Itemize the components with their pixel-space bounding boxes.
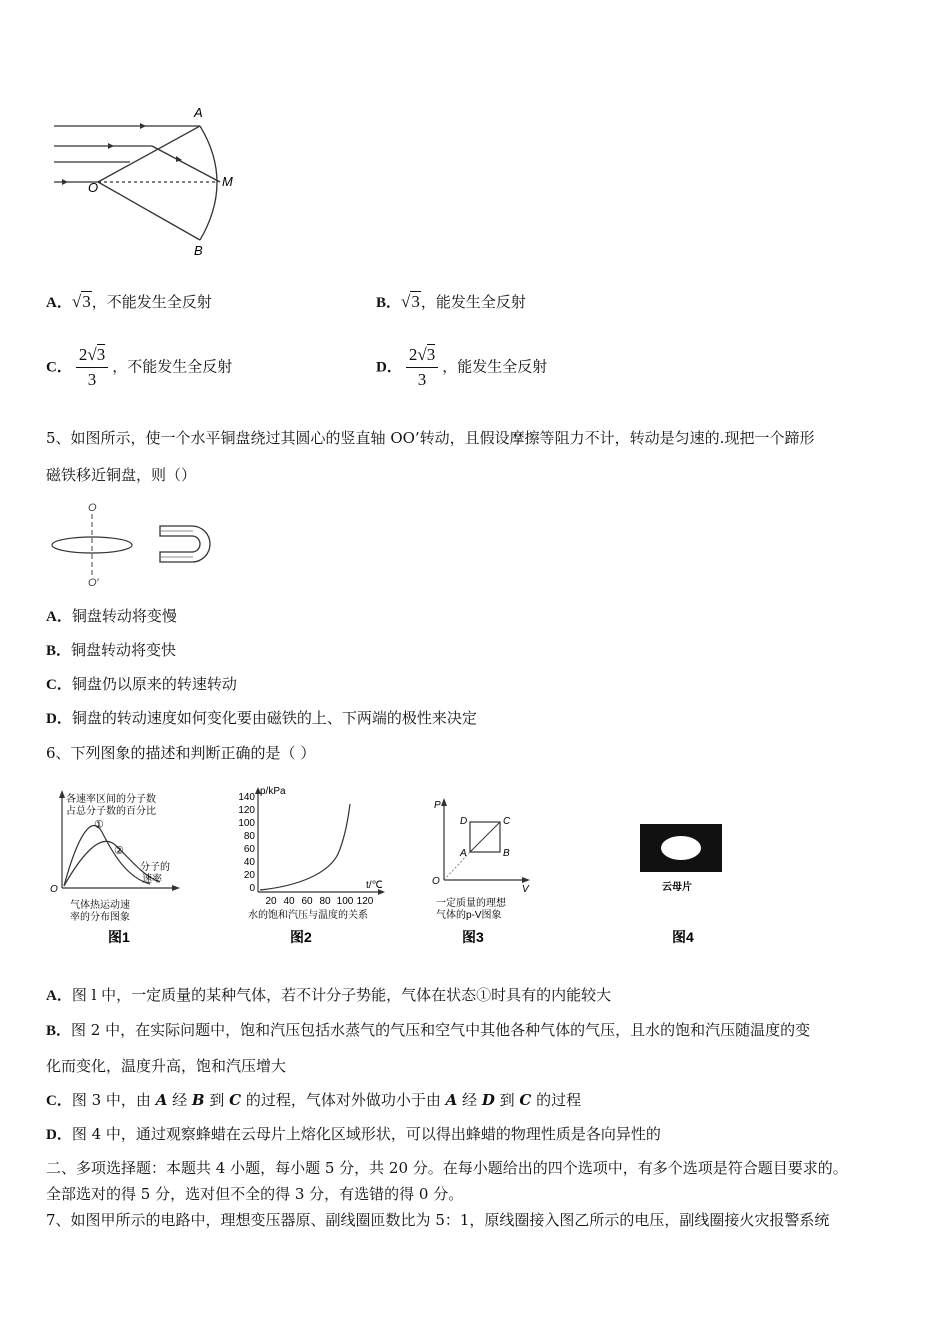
fig1-origin: O: [50, 884, 58, 895]
option-letter: C．: [46, 677, 72, 693]
q5-option-a[interactable]: [46, 606, 177, 627]
q5-option-b[interactable]: [46, 640, 176, 661]
fig1-xlabel-line1: 分子的: [140, 862, 170, 873]
fig3-ylabel: P: [434, 800, 441, 811]
option-text: 经: [457, 1091, 482, 1109]
option-letter: B．: [46, 643, 72, 659]
fig2-ytick: 40: [243, 857, 255, 868]
option-letter: C．: [46, 1093, 72, 1109]
option-letter: D．: [46, 711, 72, 727]
fig3-point-c: C: [503, 816, 511, 827]
section2-instructions-line1: 二、多项选择题：本题共 4 小题，每小题 5 分，共 20 分。在每小题给出的四个选项中，有多个选项是符合题目要求的。: [46, 1159, 848, 1177]
q4-option-b[interactable]: [376, 292, 526, 313]
fig2-ytick: 140: [238, 792, 255, 803]
fig2-ytick: 60: [243, 844, 255, 855]
option-letter: A．: [46, 609, 72, 625]
fig2-ytick: 100: [238, 818, 255, 829]
fig2-xtick: 120: [356, 896, 374, 907]
fig1-xlabel-line2: 速率: [142, 874, 162, 885]
q6-option-a[interactable]: [46, 985, 611, 1006]
option-text: ，能发生全反射: [420, 293, 526, 311]
q6-option-b[interactable]: [46, 1020, 810, 1041]
fig2-ytick: 20: [243, 870, 255, 881]
option-text: 的过程: [531, 1091, 582, 1109]
fig3-xlabel: V: [522, 884, 529, 895]
fig4-caption: 云母片: [662, 882, 692, 893]
fig2-xtick: 80: [319, 896, 331, 907]
option-text: 铜盘仍以原来的转速转动: [71, 675, 237, 693]
q5-stem-line2: 磁铁移近铜盘，则（）: [46, 466, 197, 484]
fig3-point-b: B: [503, 848, 510, 859]
fig2-ytick: 0: [249, 883, 255, 894]
q4-option-c[interactable]: [46, 345, 232, 390]
option-text: 的过程，气体对外做功小于由: [241, 1091, 446, 1109]
sqrt-expression: √3: [71, 292, 91, 311]
fig2-name: 图2: [290, 929, 312, 945]
fig1-curve2-label: ②: [114, 845, 124, 857]
axis-label-o-prime: O′: [88, 577, 99, 588]
fig2-xtick: 20: [265, 896, 277, 907]
fig2-ylabel: p/kPa: [260, 786, 286, 797]
fig1-title-line2: 占总分子数的百分比: [66, 806, 156, 817]
option-text: 图 l 中，一定质量的某种气体，若不计分子势能，气体在状态①时具有的内能较大: [71, 986, 612, 1004]
option-letter: D．: [376, 359, 402, 376]
q6-option-b-cont: 化而变化，温度升高，饱和汽压增大: [46, 1057, 287, 1075]
fig2-ytick: 120: [238, 805, 255, 816]
state-d: D: [481, 1091, 495, 1109]
option-letter: B．: [376, 295, 402, 311]
fig-label-b: B: [194, 243, 203, 258]
horseshoe-magnet: [160, 526, 210, 562]
fig4-name: 图4: [672, 929, 694, 945]
fig2-caption: 水的饱和汽压与温度的关系: [248, 910, 368, 921]
q6-figure-3: [430, 794, 540, 948]
fig2-xtick: 100: [336, 896, 354, 907]
state-a: A: [155, 1091, 168, 1109]
q6-figure-2: [228, 784, 398, 948]
fig3-origin: O: [432, 876, 440, 887]
q6-figure-4: [636, 820, 730, 948]
q6-stem: 6、下列图象的描述和判断正确的是（ ）: [46, 744, 316, 762]
fig2-xlabel: t/℃: [366, 880, 383, 891]
fraction-expression: $\frac{2√3}{3}$: [76, 345, 108, 390]
q7-stem: 7、如图甲所示的电路中，理想变压器原、副线圈匝数比为 5：1，原线圈接入图乙所示的电压，副线圈接火灾报警系统: [46, 1211, 830, 1229]
q5-stem-line1: 5、如图所示，使一个水平铜盘绕过其圆心的竖直轴 OO’转动，且假设摩擦等阻力不计，转动是匀速的.现把一个蹄形: [46, 429, 815, 447]
option-text: 图 4 中，通过观察蜂蜡在云母片上熔化区域形状，可以得出蜂蜡的物理性质是各向异性的: [71, 1125, 661, 1143]
fig1-caption-line1: 气体热运动速: [70, 900, 130, 911]
q5-figure: [48, 500, 218, 588]
option-letter: A．: [46, 295, 72, 311]
q4-option-a[interactable]: [46, 292, 212, 313]
fig3-caption-line2: 气体的p-V图象: [436, 910, 502, 921]
q4-figure: [48, 100, 248, 260]
fig3-point-d: D: [460, 816, 468, 827]
fig-label-a: A: [194, 105, 203, 120]
fig-label-o: O: [88, 180, 99, 195]
q6-option-c[interactable]: [46, 1090, 581, 1111]
option-text: 经: [167, 1091, 192, 1109]
option-text: 图 3 中，由: [71, 1091, 156, 1109]
fig3-point-a: A: [460, 848, 467, 859]
option-text: ，能发生全反射: [442, 357, 548, 376]
state-c: C: [229, 1091, 242, 1109]
state-a: A: [445, 1091, 458, 1109]
q4-option-d[interactable]: [376, 345, 547, 390]
sqrt-expression: √3: [401, 292, 420, 311]
option-letter: C．: [46, 359, 72, 376]
axis-label-o: O: [88, 502, 97, 514]
fig1-name: 图1: [108, 929, 130, 945]
option-text: 到: [494, 1091, 520, 1109]
state-c: C: [519, 1091, 532, 1109]
option-letter: D．: [46, 1127, 72, 1143]
fig1-caption-line2: 率的分布图象: [70, 912, 130, 923]
option-letter: A．: [46, 988, 72, 1004]
option-text: ，不能发生全反射: [91, 293, 212, 311]
option-text: 图 2 中，在实际问题中，饱和汽压包括水蒸气的气压和空气中其他各种气体的气压，且水的饱和汽压随温度的变: [71, 1021, 811, 1039]
fraction-expression: $\frac{2√3}{3}$: [406, 345, 438, 390]
fig3-name: 图3: [462, 929, 484, 945]
option-text: 铜盘的转动速度如何变化要由磁铁的上、下两端的极性来决定: [71, 709, 477, 727]
option-letter: B．: [46, 1023, 72, 1039]
q5-option-d[interactable]: [46, 708, 477, 729]
q6-figure-1: [48, 784, 188, 948]
fig2-xtick: 40: [283, 896, 295, 907]
fig2-ytick: 80: [243, 831, 255, 842]
state-b: B: [191, 1091, 205, 1109]
fig-label-m: M: [222, 174, 233, 189]
q5-option-c[interactable]: [46, 674, 237, 695]
fig1-curve1-label: ①: [94, 819, 104, 831]
section2-instructions-line2: 全部选对的得 5 分，选对但不全的得 3 分，有选错的得 0 分。: [46, 1185, 464, 1203]
fig1-title-line1: 各速率区间的分子数: [66, 794, 156, 805]
option-text: 铜盘转动将变快: [71, 641, 177, 659]
option-text: 到: [204, 1091, 230, 1109]
q6-option-d[interactable]: [46, 1124, 661, 1145]
option-text: ，不能发生全反射: [112, 357, 233, 376]
fig2-xtick: 60: [301, 896, 313, 907]
option-text: 铜盘转动将变慢: [71, 607, 177, 625]
fig3-caption-line1: 一定质量的理想: [436, 898, 506, 909]
